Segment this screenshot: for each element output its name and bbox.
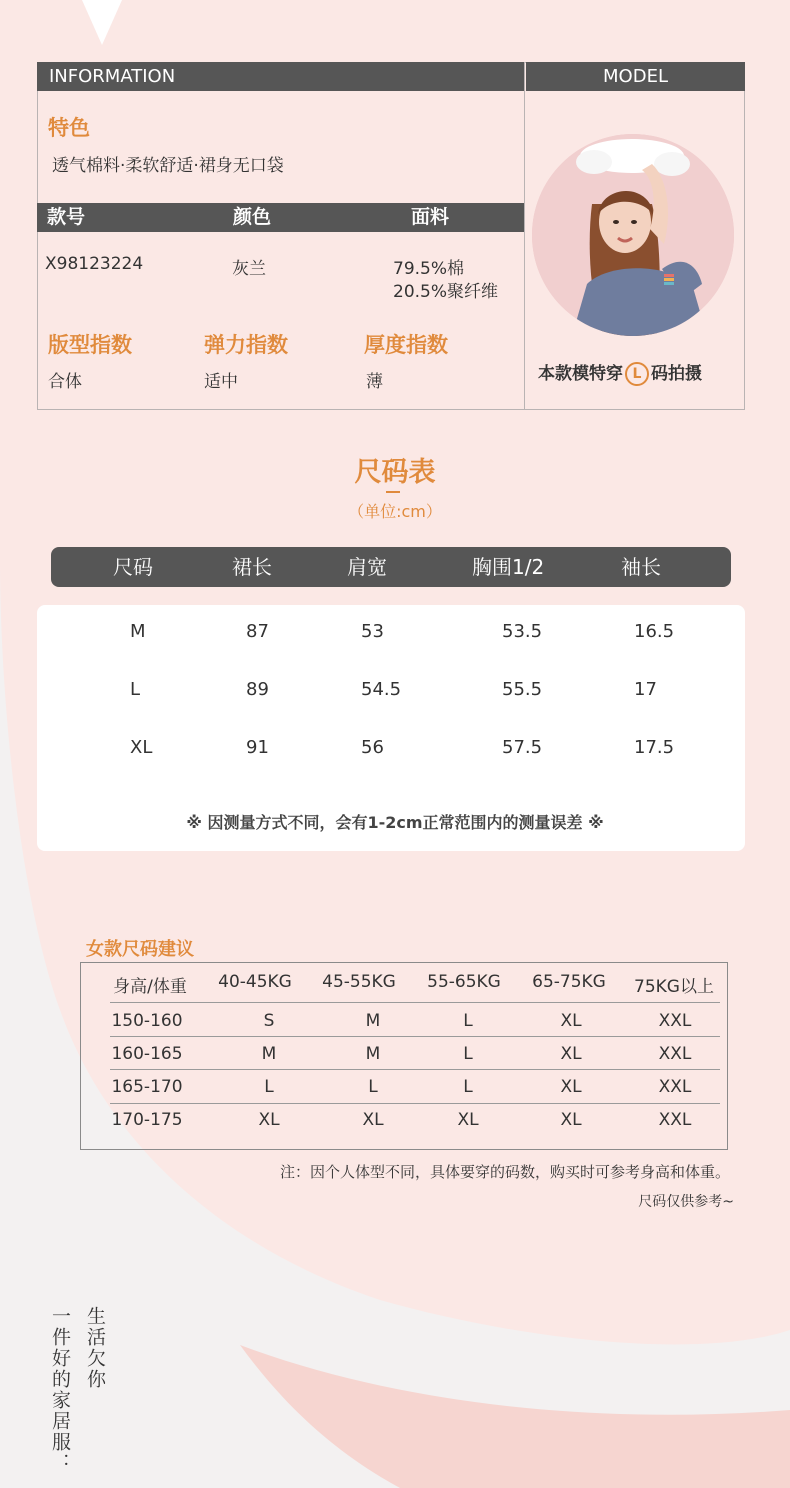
size-row-xl-chest: 57.5 — [502, 737, 543, 758]
rec-divider — [110, 1069, 720, 1070]
rec-row-3-c3: L — [463, 1077, 473, 1097]
rec-divider — [110, 1036, 720, 1037]
model-note — [538, 359, 702, 386]
size-row-m-chest: 53.5 — [502, 621, 543, 642]
rec-row-1-c5: XXL — [658, 1011, 692, 1031]
rec-header-height-weight: 身高/体重 — [113, 977, 187, 997]
size-row-l-chest: 55.5 — [502, 679, 543, 700]
rec-row-2-c4: XL — [560, 1044, 582, 1064]
feature-text: 透气棉料·柔软舒适·裙身无口袋 — [52, 156, 284, 176]
size-row-xl-shoulder: 56 — [361, 737, 384, 758]
model-header: MODEL — [526, 62, 745, 91]
rec-row-2-c3: L — [463, 1044, 473, 1064]
rec-row-1-c2: M — [365, 1011, 381, 1031]
rec-row-2-height: 160-165 — [111, 1044, 183, 1064]
col-fabric: 面料 — [411, 206, 450, 228]
color-value: 灰兰 — [232, 259, 266, 279]
col-style-no: 款号 — [47, 206, 86, 228]
rec-row-3-c4: XL — [560, 1077, 582, 1097]
size-row-m-sleeve: 16.5 — [634, 621, 675, 642]
size-row-xl-sleeve: 17.5 — [634, 737, 675, 758]
title-underline — [386, 491, 400, 493]
rec-header-40-45: 40-45KG — [218, 972, 292, 992]
size-row-xl-length: 91 — [246, 737, 269, 758]
rec-row-2-c1: M — [261, 1044, 277, 1064]
fabric-line-2: 20.5%聚纤维 — [393, 282, 499, 302]
rec-header-55-65: 55-65KG — [427, 972, 501, 992]
fit-index-value: 合体 — [48, 372, 82, 392]
size-row-m-size: M — [130, 621, 146, 642]
slogan-line-1: 生活欠你 — [84, 1306, 106, 1390]
size-row-m-length: 87 — [246, 621, 269, 642]
rec-row-4-c1: XL — [258, 1110, 280, 1130]
recommendation-title: 女款尺码建议 — [86, 939, 194, 960]
rec-header-65-75: 65-75KG — [532, 972, 606, 992]
rec-row-4-c5: XXL — [658, 1110, 692, 1130]
rec-row-1-c3: L — [463, 1011, 473, 1031]
size-row-l-shoulder: 54.5 — [361, 679, 402, 700]
slogan-line-2: 一件好的家居服： — [49, 1306, 71, 1474]
rec-header-45-55: 45-55KG — [322, 972, 396, 992]
rec-row-4-c3: XL — [457, 1110, 479, 1130]
info-divider — [524, 62, 525, 410]
size-row-l-size: L — [130, 679, 141, 700]
header-sleeve: 袖长 — [621, 555, 661, 579]
size-row-xl-size: XL — [130, 737, 153, 758]
fabric-line-1: 79.5%棉 — [393, 259, 465, 279]
rec-row-4-c4: XL — [560, 1110, 582, 1130]
stretch-index-value: 适中 — [204, 372, 238, 392]
header-shoulder: 肩宽 — [347, 555, 387, 579]
rec-row-2-c2: M — [365, 1044, 381, 1064]
col-color: 颜色 — [233, 206, 272, 228]
rec-row-3-c5: XXL — [658, 1077, 692, 1097]
feature-title: 特色 — [48, 116, 90, 140]
product-spec-header — [37, 203, 524, 232]
rec-divider — [110, 1002, 720, 1003]
rec-divider — [110, 1103, 720, 1104]
model-illustration — [532, 134, 734, 336]
info-header: INFORMATION — [37, 62, 524, 91]
rec-row-1-c1: S — [263, 1011, 275, 1031]
rec-row-4-c2: XL — [362, 1110, 384, 1130]
size-row-m-shoulder: 53 — [361, 621, 384, 642]
model-note-pre: 本款模特穿 — [538, 364, 623, 384]
rec-row-4-height: 170-175 — [111, 1110, 183, 1130]
rec-row-1-c4: XL — [560, 1011, 582, 1031]
header-length: 裙长 — [232, 555, 272, 579]
measurement-note: ※ 因测量方式不同，会有1-2cm正常范围内的测量误差 ※ — [186, 813, 604, 832]
rec-row-2-c5: XXL — [658, 1044, 692, 1064]
stretch-index-label: 弹力指数 — [204, 333, 288, 357]
rec-header-75-plus: 75KG以上 — [634, 977, 714, 997]
size-chart-unit: （单位:cm） — [348, 502, 442, 521]
rec-row-1-height: 150-160 — [111, 1011, 183, 1031]
rec-row-3-c2: L — [368, 1077, 378, 1097]
model-photo — [532, 134, 734, 336]
thickness-index-label: 厚度指数 — [364, 333, 448, 357]
size-advice-note: 注：因个人体型不同，具体要穿的码数，购买时可参考身高和体重。 — [279, 1163, 730, 1181]
size-row-l-sleeve: 17 — [634, 679, 657, 700]
header-chest: 胸围1/2 — [472, 555, 545, 579]
header-size: 尺码 — [113, 555, 153, 579]
rec-row-3-height: 165-170 — [111, 1077, 183, 1097]
style-number: X98123224 — [45, 254, 144, 274]
fit-index-label: 版型指数 — [48, 333, 132, 357]
rec-row-3-c1: L — [264, 1077, 274, 1097]
thickness-index-value: 薄 — [366, 372, 383, 392]
size-chart-title: 尺码表 — [354, 457, 436, 488]
size-chart-header — [51, 547, 731, 587]
model-size-badge: L — [625, 362, 649, 386]
size-row-l-length: 89 — [246, 679, 269, 700]
model-note-post: 码拍摄 — [651, 364, 702, 384]
size-reference-note: 尺码仅供参考~ — [638, 1194, 734, 1210]
